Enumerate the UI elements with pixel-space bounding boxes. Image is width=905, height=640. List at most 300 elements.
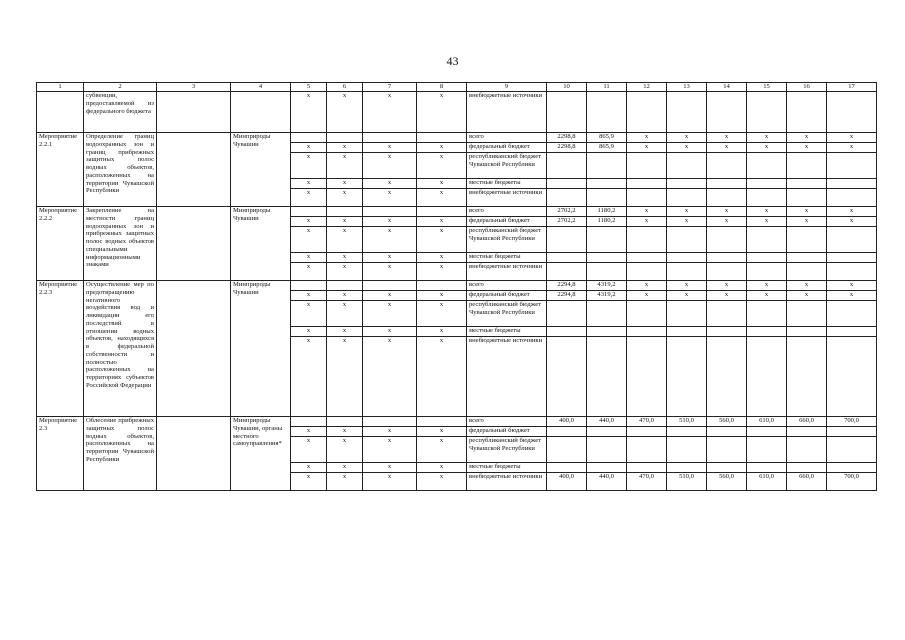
cell-c7: x bbox=[363, 153, 417, 179]
cell-value: x bbox=[827, 143, 877, 153]
cell-c5: x bbox=[291, 153, 327, 179]
cell-c5: x bbox=[291, 291, 327, 301]
cell-c6: x bbox=[327, 301, 363, 327]
cell-description: Закрепление на местности границ водоохранных зон и прибрежных защитных полос водных объектов специальными информационными знаками bbox=[84, 207, 157, 281]
cell-c5: x bbox=[291, 327, 327, 337]
cell-source: республиканский бюджет Чувашской Республики bbox=[467, 301, 547, 327]
cell-value bbox=[667, 189, 707, 207]
cell-c6 bbox=[327, 133, 363, 143]
cell-value bbox=[827, 189, 877, 207]
cell-value: 4319,2 bbox=[587, 291, 627, 301]
column-number-17: 17 bbox=[827, 83, 877, 92]
cell-c6: x bbox=[327, 153, 363, 179]
cell-c6 bbox=[327, 281, 363, 291]
cell-value bbox=[827, 92, 877, 133]
cell-value bbox=[587, 337, 627, 417]
column-number-12: 12 bbox=[627, 83, 667, 92]
cell-value bbox=[787, 253, 827, 263]
cell-value bbox=[587, 327, 627, 337]
cell-source: всего bbox=[467, 207, 547, 217]
cell-value: x bbox=[827, 291, 877, 301]
cell-value bbox=[627, 189, 667, 207]
column-number-header bbox=[37, 83, 877, 92]
cell-col3 bbox=[157, 417, 231, 491]
cell-value bbox=[667, 153, 707, 179]
column-number-10: 10 bbox=[547, 83, 587, 92]
cell-source: федеральный бюджет bbox=[467, 217, 547, 227]
cell-c6: x bbox=[327, 463, 363, 473]
cell-value bbox=[827, 327, 877, 337]
cell-c5: x bbox=[291, 143, 327, 153]
table-row bbox=[37, 281, 877, 291]
cell-c7 bbox=[363, 207, 417, 217]
cell-value: x bbox=[747, 281, 787, 291]
cell-c8: x bbox=[417, 463, 467, 473]
cell-value bbox=[627, 327, 667, 337]
continuation-row bbox=[37, 92, 877, 133]
cell-value: 440,0 bbox=[587, 417, 627, 427]
cell-value bbox=[707, 189, 747, 207]
cell-col3 bbox=[157, 92, 231, 133]
cell-value bbox=[627, 227, 667, 253]
cell-value bbox=[587, 263, 627, 281]
column-number-14: 14 bbox=[707, 83, 747, 92]
cell-c6: x bbox=[327, 437, 363, 463]
cell-value bbox=[827, 153, 877, 179]
cell-value bbox=[747, 263, 787, 281]
cell-value: 470,0 bbox=[627, 473, 667, 491]
cell-c7: x bbox=[363, 337, 417, 417]
cell-c8: x bbox=[417, 327, 467, 337]
cell-value: x bbox=[827, 207, 877, 217]
cell-value: x bbox=[747, 291, 787, 301]
cell-c7: x bbox=[363, 253, 417, 263]
cell-value bbox=[627, 337, 667, 417]
cell-source: местные бюджеты bbox=[467, 253, 547, 263]
cell-description: субвенции, предоставляемой из федерального бюджета bbox=[84, 92, 157, 133]
cell-c8: x bbox=[417, 253, 467, 263]
cell-value bbox=[547, 253, 587, 263]
cell-value bbox=[747, 437, 787, 463]
cell-value bbox=[627, 179, 667, 189]
cell-value bbox=[627, 463, 667, 473]
cell-value bbox=[547, 301, 587, 327]
cell-value: 1180,2 bbox=[587, 217, 627, 227]
cell-value bbox=[627, 263, 667, 281]
cell-value bbox=[587, 253, 627, 263]
cell-value: x bbox=[787, 133, 827, 143]
cell-value bbox=[707, 253, 747, 263]
table-row bbox=[37, 207, 877, 217]
cell-value bbox=[747, 153, 787, 179]
cell-c8 bbox=[417, 133, 467, 143]
cell-value: 660,0 bbox=[787, 473, 827, 491]
table-body bbox=[37, 83, 877, 491]
cell-value bbox=[667, 263, 707, 281]
cell-value: x bbox=[667, 143, 707, 153]
cell-source: всего bbox=[467, 417, 547, 427]
table-row bbox=[37, 133, 877, 143]
cell-c7: x bbox=[363, 463, 417, 473]
cell-source: внебюджетные источники bbox=[467, 92, 547, 133]
cell-source: местные бюджеты bbox=[467, 179, 547, 189]
cell-value bbox=[747, 179, 787, 189]
cell-value bbox=[627, 92, 667, 133]
column-number-4: 4 bbox=[231, 83, 291, 92]
cell-c6 bbox=[327, 417, 363, 427]
cell-value: x bbox=[747, 207, 787, 217]
cell-c7: x bbox=[363, 143, 417, 153]
cell-value bbox=[707, 153, 747, 179]
cell-value: 400,0 bbox=[547, 417, 587, 427]
cell-value: 865,9 bbox=[587, 143, 627, 153]
cell-value bbox=[547, 427, 587, 437]
cell-value bbox=[547, 179, 587, 189]
cell-value bbox=[667, 253, 707, 263]
cell-value bbox=[707, 463, 747, 473]
cell-source: всего bbox=[467, 133, 547, 143]
cell-c6: x bbox=[327, 473, 363, 491]
cell-value bbox=[827, 301, 877, 327]
cell-value: x bbox=[707, 291, 747, 301]
cell-col3 bbox=[157, 207, 231, 281]
cell-executor: Минприроды Чувашии bbox=[231, 133, 291, 207]
table-row bbox=[37, 417, 877, 427]
cell-value bbox=[787, 437, 827, 463]
cell-value bbox=[827, 437, 877, 463]
cell-value bbox=[787, 153, 827, 179]
cell-value: 2702,2 bbox=[547, 207, 587, 217]
cell-executor: Минприроды Чувашии, органы местного самоуправления* bbox=[231, 417, 291, 491]
cell-value bbox=[587, 153, 627, 179]
cell-value: x bbox=[667, 281, 707, 291]
cell-value bbox=[787, 92, 827, 133]
cell-source: внебюджетные источники bbox=[467, 473, 547, 491]
cell-value bbox=[707, 301, 747, 327]
cell-c6: x bbox=[327, 327, 363, 337]
cell-col3 bbox=[157, 281, 231, 417]
cell-description: Облесение прибрежных защитных полос водных объектов, расположенных на территории Чувашской Республики bbox=[84, 417, 157, 491]
cell-c8: x bbox=[417, 427, 467, 437]
cell-c5: x bbox=[291, 337, 327, 417]
cell-value: 660,0 bbox=[787, 417, 827, 427]
cell-c5: x bbox=[291, 92, 327, 133]
cell-value: x bbox=[747, 143, 787, 153]
cell-value: 610,0 bbox=[747, 417, 787, 427]
cell-c8: x bbox=[417, 189, 467, 207]
cell-code: Мероприятие 2.2.2 bbox=[37, 207, 84, 281]
cell-value bbox=[707, 327, 747, 337]
cell-value bbox=[667, 227, 707, 253]
cell-source: внебюджетные источники bbox=[467, 263, 547, 281]
cell-value bbox=[667, 427, 707, 437]
cell-c7: x bbox=[363, 427, 417, 437]
cell-value bbox=[587, 227, 627, 253]
cell-value: x bbox=[827, 217, 877, 227]
cell-source: всего bbox=[467, 281, 547, 291]
cell-value bbox=[827, 179, 877, 189]
cell-value bbox=[747, 253, 787, 263]
cell-value bbox=[787, 301, 827, 327]
cell-value: x bbox=[667, 217, 707, 227]
cell-value: x bbox=[747, 133, 787, 143]
cell-value bbox=[787, 337, 827, 417]
cell-c7: x bbox=[363, 437, 417, 463]
column-number-7: 7 bbox=[363, 83, 417, 92]
cell-value: x bbox=[667, 291, 707, 301]
cell-value bbox=[547, 92, 587, 133]
cell-value bbox=[667, 92, 707, 133]
cell-value: x bbox=[627, 143, 667, 153]
cell-c8 bbox=[417, 207, 467, 217]
cell-value bbox=[547, 189, 587, 207]
cell-c5 bbox=[291, 417, 327, 427]
cell-c7: x bbox=[363, 227, 417, 253]
cell-value: 2702,2 bbox=[547, 217, 587, 227]
cell-c7 bbox=[363, 133, 417, 143]
cell-source: местные бюджеты bbox=[467, 327, 547, 337]
cell-c8: x bbox=[417, 217, 467, 227]
column-number-9: 9 bbox=[467, 83, 547, 92]
cell-value bbox=[707, 179, 747, 189]
cell-c5: x bbox=[291, 473, 327, 491]
cell-c7: x bbox=[363, 291, 417, 301]
cell-value: x bbox=[627, 207, 667, 217]
cell-col3 bbox=[157, 133, 231, 207]
cell-c7: x bbox=[363, 327, 417, 337]
cell-value bbox=[547, 153, 587, 179]
cell-c5: x bbox=[291, 179, 327, 189]
cell-c6: x bbox=[327, 263, 363, 281]
cell-source: республиканский бюджет Чувашской Республики bbox=[467, 153, 547, 179]
cell-source: республиканский бюджет Чувашской Республики bbox=[467, 227, 547, 253]
cell-value bbox=[707, 437, 747, 463]
cell-value: x bbox=[627, 281, 667, 291]
cell-description: Осуществление мер по предотвращению негативного воздействия вод и ликвидации его последствий в отношении водных объектов, находящихся в федеральной собственности и полностью расположенных на территориях субъектов Российской Федерации bbox=[84, 281, 157, 417]
cell-value: x bbox=[827, 281, 877, 291]
column-number-5: 5 bbox=[291, 83, 327, 92]
column-number-15: 15 bbox=[747, 83, 787, 92]
cell-value: 1180,2 bbox=[587, 207, 627, 217]
cell-c8: x bbox=[417, 143, 467, 153]
cell-value: 560,0 bbox=[707, 473, 747, 491]
cell-c8: x bbox=[417, 473, 467, 491]
cell-c7: x bbox=[363, 92, 417, 133]
cell-c6: x bbox=[327, 143, 363, 153]
cell-value: 700,0 bbox=[827, 417, 877, 427]
cell-value bbox=[707, 227, 747, 253]
cell-value bbox=[827, 427, 877, 437]
cell-c5: x bbox=[291, 463, 327, 473]
cell-value: 470,0 bbox=[627, 417, 667, 427]
cell-value bbox=[587, 437, 627, 463]
cell-value bbox=[587, 179, 627, 189]
cell-c8: x bbox=[417, 153, 467, 179]
cell-c8 bbox=[417, 281, 467, 291]
cell-value bbox=[787, 463, 827, 473]
cell-c5: x bbox=[291, 437, 327, 463]
cell-value: x bbox=[827, 133, 877, 143]
cell-c5 bbox=[291, 207, 327, 217]
cell-c8 bbox=[417, 417, 467, 427]
cell-value bbox=[747, 227, 787, 253]
cell-value: x bbox=[707, 281, 747, 291]
cell-code: Мероприятие 2.2.3 bbox=[37, 281, 84, 417]
cell-value: 510,0 bbox=[667, 417, 707, 427]
cell-value: 610,0 bbox=[747, 473, 787, 491]
column-number-8: 8 bbox=[417, 83, 467, 92]
cell-value bbox=[787, 189, 827, 207]
cell-c5: x bbox=[291, 427, 327, 437]
cell-c7: x bbox=[363, 217, 417, 227]
cell-c6: x bbox=[327, 217, 363, 227]
cell-value: x bbox=[707, 133, 747, 143]
cell-value: 2294,8 bbox=[547, 291, 587, 301]
cell-source: республиканский бюджет Чувашской Республики bbox=[467, 437, 547, 463]
column-number-13: 13 bbox=[667, 83, 707, 92]
column-number-1: 1 bbox=[37, 83, 84, 92]
cell-value bbox=[787, 263, 827, 281]
cell-c6: x bbox=[327, 427, 363, 437]
cell-value: x bbox=[787, 143, 827, 153]
cell-value: x bbox=[667, 207, 707, 217]
cell-c8: x bbox=[417, 263, 467, 281]
cell-value bbox=[787, 327, 827, 337]
cell-value bbox=[587, 427, 627, 437]
cell-value bbox=[827, 263, 877, 281]
cell-value bbox=[827, 253, 877, 263]
cell-value bbox=[667, 463, 707, 473]
cell-source: внебюджетные источники bbox=[467, 337, 547, 417]
cell-value bbox=[627, 153, 667, 179]
cell-c7 bbox=[363, 281, 417, 291]
cell-value bbox=[747, 189, 787, 207]
cell-c6: x bbox=[327, 179, 363, 189]
cell-value bbox=[627, 427, 667, 437]
cell-value bbox=[747, 327, 787, 337]
cell-value: 2298,8 bbox=[547, 143, 587, 153]
cell-value bbox=[627, 301, 667, 327]
cell-value bbox=[547, 437, 587, 463]
cell-value: x bbox=[787, 217, 827, 227]
cell-value bbox=[827, 227, 877, 253]
cell-value bbox=[707, 92, 747, 133]
cell-value: x bbox=[707, 207, 747, 217]
cell-source: внебюджетные источники bbox=[467, 189, 547, 207]
cell-executor bbox=[231, 92, 291, 133]
cell-value bbox=[667, 301, 707, 327]
cell-value: x bbox=[787, 281, 827, 291]
cell-code bbox=[37, 92, 84, 133]
cell-code: Мероприятие 2.2.1 bbox=[37, 133, 84, 207]
cell-c5: x bbox=[291, 253, 327, 263]
cell-executor: Минприроды Чувашии bbox=[231, 207, 291, 281]
cell-c6 bbox=[327, 207, 363, 217]
cell-c7: x bbox=[363, 179, 417, 189]
cell-c5: x bbox=[291, 263, 327, 281]
cell-c5: x bbox=[291, 217, 327, 227]
cell-value bbox=[787, 427, 827, 437]
cell-value bbox=[827, 337, 877, 417]
cell-value bbox=[787, 227, 827, 253]
cell-c6: x bbox=[327, 253, 363, 263]
cell-value: x bbox=[627, 133, 667, 143]
cell-code: Мероприятие 2.3 bbox=[37, 417, 84, 491]
cell-value: 865,9 bbox=[587, 133, 627, 143]
cell-c8: x bbox=[417, 291, 467, 301]
cell-value bbox=[747, 337, 787, 417]
cell-value bbox=[547, 327, 587, 337]
cell-value: x bbox=[627, 291, 667, 301]
cell-c8: x bbox=[417, 337, 467, 417]
cell-source: федеральный бюджет bbox=[467, 143, 547, 153]
cell-value bbox=[827, 463, 877, 473]
cell-value bbox=[547, 227, 587, 253]
cell-value: 510,0 bbox=[667, 473, 707, 491]
cell-value bbox=[707, 337, 747, 417]
cell-value bbox=[587, 301, 627, 327]
cell-c5 bbox=[291, 133, 327, 143]
cell-c7 bbox=[363, 417, 417, 427]
column-number-6: 6 bbox=[327, 83, 363, 92]
cell-value bbox=[547, 337, 587, 417]
cell-source: местные бюджеты bbox=[467, 463, 547, 473]
cell-c6: x bbox=[327, 189, 363, 207]
cell-c7: x bbox=[363, 263, 417, 281]
cell-value: 2298,8 bbox=[547, 133, 587, 143]
cell-c8: x bbox=[417, 301, 467, 327]
cell-value: x bbox=[747, 217, 787, 227]
cell-value bbox=[667, 179, 707, 189]
cell-value: 400,0 bbox=[547, 473, 587, 491]
cell-c6: x bbox=[327, 291, 363, 301]
cell-c7: x bbox=[363, 473, 417, 491]
cell-c7: x bbox=[363, 301, 417, 327]
cell-c8: x bbox=[417, 92, 467, 133]
cell-c8: x bbox=[417, 437, 467, 463]
cell-value bbox=[667, 437, 707, 463]
cell-value bbox=[747, 301, 787, 327]
cell-value bbox=[747, 92, 787, 133]
column-number-3: 3 bbox=[157, 83, 231, 92]
cell-value: x bbox=[787, 291, 827, 301]
column-number-16: 16 bbox=[787, 83, 827, 92]
column-number-11: 11 bbox=[587, 83, 627, 92]
cell-c5 bbox=[291, 281, 327, 291]
cell-value: 2294,8 bbox=[547, 281, 587, 291]
cell-value: x bbox=[787, 207, 827, 217]
cell-value bbox=[627, 437, 667, 463]
cell-c5: x bbox=[291, 227, 327, 253]
program-table bbox=[36, 82, 877, 491]
cell-c6: x bbox=[327, 337, 363, 417]
cell-value: x bbox=[707, 143, 747, 153]
cell-executor: Минприроды Чувашии bbox=[231, 281, 291, 417]
cell-source: федеральный бюджет bbox=[467, 427, 547, 437]
cell-value bbox=[547, 263, 587, 281]
cell-value: x bbox=[707, 217, 747, 227]
cell-value: 560,0 bbox=[707, 417, 747, 427]
cell-c8: x bbox=[417, 227, 467, 253]
cell-source: федеральный бюджет bbox=[467, 291, 547, 301]
cell-value bbox=[587, 463, 627, 473]
cell-value: x bbox=[667, 133, 707, 143]
cell-description: Определение границ водоохранных зон и границ прибрежных защитных полос водных объектов, расположенных на территории Чувашской Республики bbox=[84, 133, 157, 207]
cell-c8: x bbox=[417, 179, 467, 189]
cell-value bbox=[547, 463, 587, 473]
cell-c5: x bbox=[291, 189, 327, 207]
cell-value: 700,0 bbox=[827, 473, 877, 491]
